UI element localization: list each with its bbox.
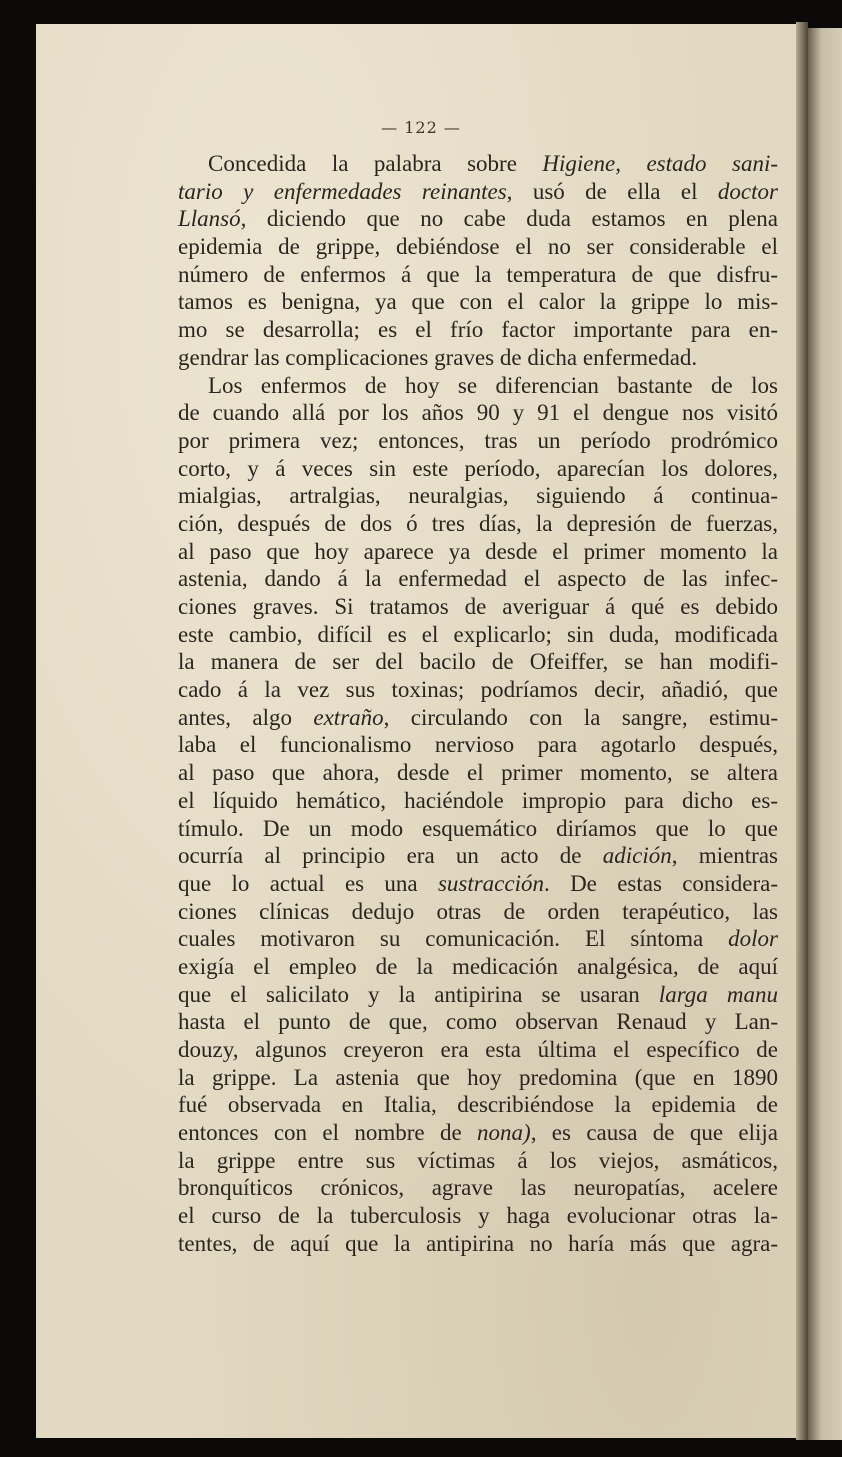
text-run: , mientras [671,843,779,869]
text-line [178,1202,778,1230]
text-line [178,898,778,926]
body-text [178,150,778,1258]
text-run: de cuando allá por los años 90 y 91 el dengue nos visitó [178,400,778,426]
text-run: , es causa de que elija [530,1120,778,1146]
text-line [178,815,778,843]
text-line [178,759,778,787]
text-line [178,1230,778,1258]
italic-text: sustracción [437,870,544,896]
text-run: número de enfermos á que la temperatura de que disfru- [178,261,778,287]
text-line [178,787,778,815]
text-run: el curso de la tuberculosis y haga evolucionar otras la- [178,1203,778,1229]
text-run: , usó de ella el [506,178,718,204]
text-run: cado á la vez sus toxinas; podríamos decir, añadió, que [178,677,778,703]
text-line [178,455,778,483]
text-line [178,1091,778,1119]
text-run: hasta el punto de que, como observan Renaud y Lan- [178,1009,778,1035]
text-line [178,538,778,566]
text-run: . De estas considera- [544,870,778,896]
text-run: Los enfermos de hoy se diferencian bastante de los [208,372,778,398]
text-run: ocurría al principio era un acto de [178,843,603,869]
text-line [178,842,778,870]
italic-text: tario y enfermedades reinantes [178,178,507,204]
text-line [178,731,778,759]
page-number: — 122 — [381,118,461,137]
text-line [178,953,778,981]
text-run: exigía el empleo de la medicación analgésica, de aquí [178,953,778,979]
text-run: Concedida la palabra sobre [208,151,543,176]
text-run: ciones graves. Si tratamos de averiguar á qué es debido [178,594,778,619]
text-run: corto, y á veces sin este período, aparecían los dolores, [178,455,778,481]
italic-text: larga manu [658,981,778,1007]
text-run: la manera de ser del bacilo de Ofeiffer, se han modifi- [178,649,778,675]
text-line [178,261,778,289]
text-line [178,621,778,649]
text-run: cuales motivaron su comunicación. El síntoma [178,926,729,952]
text-run: la grippe. La astenia que hoy predomina (que en 1890 [178,1064,778,1090]
text-line [178,288,778,316]
text-run: tentes, de aquí que la antipirina no haría más que agra- [178,1230,778,1256]
text-run: al paso que hoy aparece ya desde el primer momento la [178,538,778,564]
text-line [178,150,778,178]
italic-text: Llansó, [178,206,247,232]
text-line [178,676,778,704]
text-run: tímulo. De un modo esquemático diríamos que lo que [178,815,778,841]
text-run: astenia, dando á la enfermedad el aspecto de las infec- [178,566,778,592]
text-line [178,1119,778,1147]
text-run: al paso que ahora, desde el primer momento, se altera [178,760,778,786]
text-run: este cambio, difícil es el explicarlo; sin duda, modificada [178,621,778,647]
italic-text: dolor [728,926,778,952]
text-line [178,1147,778,1175]
text-run: la grippe entre sus víctimas á los viejos, asmáticos, [178,1147,778,1173]
text-run: antes, algo [178,704,314,730]
text-run: el líquido hemático, haciéndole impropio para dicho es- [178,787,778,813]
text-run: epidemia de grippe, debiéndose el no ser considerable el [178,234,778,260]
text-run: bronquíticos crónicos, agrave las neuropatías, acelere [178,1175,778,1201]
text-run: douzy, algunos creyeron era esta última el específico de [178,1037,778,1062]
text-line [178,1008,778,1036]
text-run: que lo actual es una [178,870,438,896]
italic-text: nona) [477,1120,531,1146]
text-line [178,372,778,400]
text-line [178,1064,778,1092]
text-run: por primera vez; entonces, tras un período prodrómico [178,427,778,453]
text-line [178,925,778,953]
text-run: fué observada en Italia, describiéndose la epidemia de [178,1092,778,1118]
text-line [178,399,778,427]
text-line [178,870,778,898]
text-line [178,1174,778,1202]
text-run: ción, después de dos ó tres días, la depresión de fuerzas, [178,510,778,536]
text-run: , circulando con la sangre, estimu- [383,704,778,730]
text-line [178,178,778,206]
text-run: tamos es benigna, ya que con el calor la grippe lo mis- [178,289,778,315]
text-line [178,316,778,344]
text-line [178,233,778,261]
text-run: mo se desarrolla; es el frío factor importante para en- [178,317,778,343]
italic-text: doctor [717,178,778,204]
text-line [178,205,778,233]
italic-text: extraño [313,704,384,730]
text-line [178,565,778,593]
text-run: ciones clínicas dedujo otras de orden terapéutico, las [178,898,778,924]
text-line [178,704,778,732]
italic-text: adición [602,843,672,869]
text-line [178,482,778,510]
text-line [178,648,778,676]
text-line [178,427,778,455]
text-run: entonces con el nombre de [178,1120,478,1146]
text-line [178,593,778,621]
page-gutter [796,22,808,1440]
text-run: gendrar las complicaciones graves de dicha enfermedad. [178,344,698,370]
text-line [178,510,778,538]
text-line [178,981,778,1009]
text-line [178,344,778,372]
text-run: mialgias, artralgias, neuralgias, siguiendo á continua- [178,483,778,509]
next-page-edge [808,28,842,1440]
text-run: que el salicilato y la antipirina se usaran [178,981,659,1007]
text-run: laba el funcionalismo nervioso para agotarlo después, [178,732,778,758]
text-line [178,1036,778,1064]
text-run: diciendo que no cabe duda estamos en plena [246,206,778,232]
italic-text: Higiene, estado sani- [542,151,779,176]
